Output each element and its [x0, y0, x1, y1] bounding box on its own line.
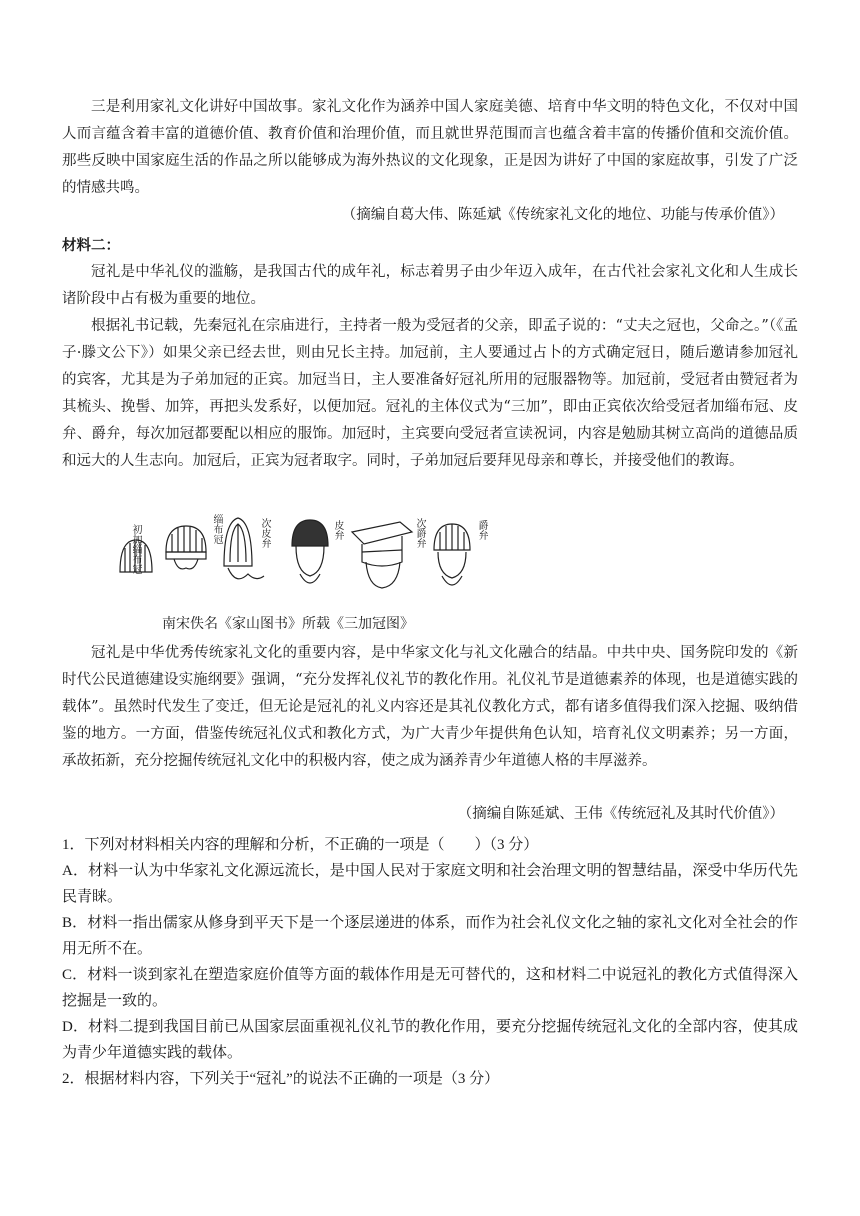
crown-label-3: 次皮弁 — [259, 518, 270, 548]
question-1-option-c: C．材料一谈到家礼在塑造家庭价值等方面的载体作用是无可替代的，这和材料二中说冠礼的教化方式值得深入挖掘是一致的。 — [62, 967, 798, 1009]
material2-source: （摘编自陈延斌、王伟《传统冠礼及其时代价值》） — [457, 806, 784, 822]
crown-label-5: 次爵弁 — [414, 518, 425, 548]
crown-6-icon — [434, 524, 470, 585]
crown-illustration — [116, 512, 496, 600]
material1-paragraph: 三是利用家礼文化讲好中国故事。家礼文化作为涵养中国人家庭美德、培育中华文明的特色文化，不仅对中国人而言蕴含着丰富的道德价值、教育价值和治理价值，而且就世界范围而言也蕴含着丰富的传播价值和交流价值。那些反映中国家庭生活的作品之所以能够成为海外热议的文化现象，正是因为讲好了中国的家庭故事，引发了广泛的情感共鸣。 — [62, 99, 798, 196]
crown-5-icon — [352, 522, 412, 588]
question-1-option-b: B．材料一指出儒家从修身到平天下是一个逐层递进的体系，而作为社会礼仪文化之轴的家礼文化对全社会的作用无所不在。 — [62, 915, 798, 957]
crown-4-icon — [292, 520, 328, 583]
question-1-option-d: D．材料二提到我国目前已从国家层面重视礼仪礼节的教化作用，要充分挖掘传统冠礼文化的全部内容，使其成为青少年道德实践的载体。 — [62, 1019, 798, 1061]
crown-3-icon — [224, 518, 264, 579]
question-2-stem: 2．根据材料内容，下列关于“冠礼”的说法不正确的一项是（3 分） — [62, 1071, 500, 1087]
crown-2-icon — [166, 526, 206, 569]
material2-paragraph-1: 冠礼是中华礼仪的滥觞，是我国古代的成年礼，标志着男子由少年迈入成年，在古代社会家礼文化和人生成长诸阶段中占有极为重要的地位。 — [62, 264, 798, 307]
crown-label-1: 初加缁布冠 — [130, 524, 141, 574]
material1-source: （摘编自葛大伟、陈延斌《传统家礼文化的地位、功能与传承价值》） — [341, 207, 784, 223]
crown-label-2: 缁布冠 — [211, 514, 222, 544]
crown-label-4: 皮弁 — [332, 520, 343, 540]
material2-paragraph-2: 根据礼书记载，先秦冠礼在宗庙进行，主持者一般为受冠者的父亲，即孟子说的：“丈夫之冠也，父命之。”（《孟子·滕文公下》）如果父亲已经去世，则由兄长主持。加冠前，主人要通过占卜的方式确定冠日，随后邀请参加冠礼的宾客，尤其是为子弟加冠的正宾。加冠当日，主人要准备好冠礼所用的冠服器物等。加冠前，受冠者由赞冠者为其梳头、挽髻、加笄，再把头发系好，以便加冠。冠礼的主体仪式为“三加”，即由正宾依次给受冠者加缁布冠、皮弁、爵弁，每次加冠都要配以相应的服饰。加冠时，主宾要向受冠者宣读祝词，内容是勉励其树立高尚的道德品质和远大的人生志向。加冠后，正宾为冠者取字。同时，子弟加冠后要拜见母亲和尊长，并接受他们的教诲。 — [62, 318, 798, 469]
question-1-stem: 1．下列对材料相关内容的理解和分析，不正确的一项是（ ）（3 分） — [62, 837, 539, 853]
question-1-option-a: A．材料一认为中华家礼文化源远流长，是中国人民对于家庭文明和社会治理文明的智慧结晶，深受中华历代先民青睐。 — [62, 863, 798, 905]
material2-paragraph-3: 冠礼是中华优秀传统家礼文化的重要内容，是中华家文化与礼文化融合的结晶。中共中央、国务院印发的《新时代公民道德建设实施纲要》强调，“充分发挥礼仪礼节的教化作用。礼仪礼节是道德素养的体现，也是道德实践的载体”。虽然时代发生了变迁，但无论是冠礼的礼义内容还是其礼仪教化方式，都有诸多值得我们深入挖掘、吸纳借鉴的地方。一方面，借鉴传统冠礼仪式和教化方式，为广大青少年提供角色认知，培育礼仪文明素养；另一方面，承故拓新，充分挖掘传统冠礼文化中的积极内容，使之成为涵养青少年道德人格的丰厚滋养。 — [62, 645, 798, 769]
three-cappings-figure — [116, 512, 496, 600]
crown-label-6: 爵弁 — [476, 520, 487, 540]
material2-heading: 材料二： — [62, 237, 120, 254]
figure-caption: 南宋佚名《家山图书》所载《三加冠图》 — [162, 616, 414, 632]
